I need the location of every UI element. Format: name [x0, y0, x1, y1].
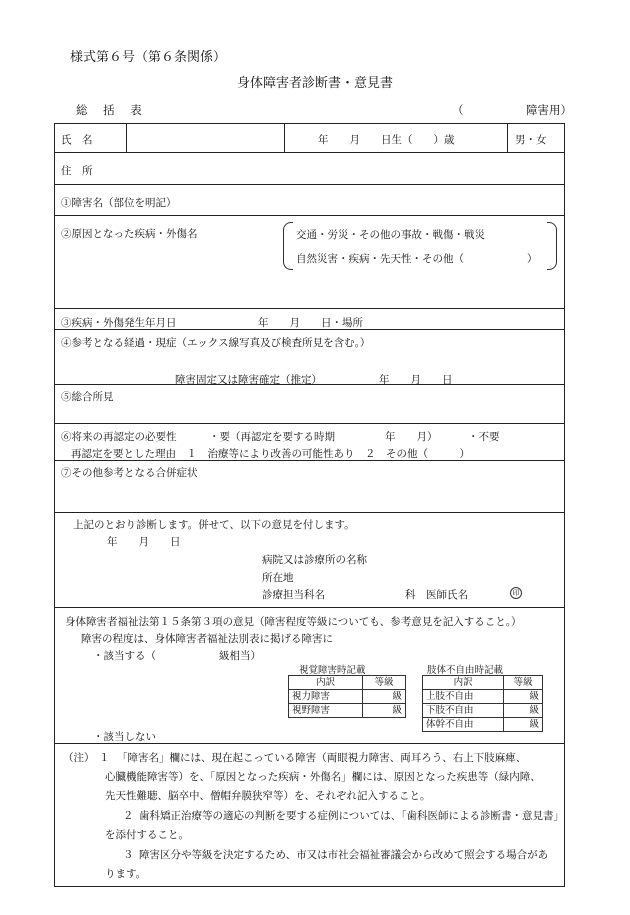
note-1-line1: 「障害名」欄には、現在起こっている障害（両眼視力障害、両耳ろう、右上下肢麻痺、	[117, 752, 527, 764]
disability-type-open-paren: （	[452, 103, 464, 117]
form-number: 様式第６号（第６条関係）	[70, 50, 227, 65]
reassessment-noneed-option: ・不要	[468, 431, 500, 443]
location-label: 所在地	[262, 572, 294, 584]
table-cell: 級	[363, 704, 406, 718]
other-symptoms-label: ⑦その他参考となる合併症状	[61, 467, 198, 479]
reassessment-reason: 再認定を要とした理由 １ 治療等により改善の可能性あり ２ その他（ ）	[71, 448, 470, 460]
document-title: 身体障害者診断書・意見書	[236, 76, 393, 91]
divider	[55, 215, 564, 216]
divider	[55, 743, 564, 744]
note-1-line2: 心臓機能障害等）を、「原因となった疾病・外傷名」欄には、原因となった疾患等（緑内障、	[105, 771, 541, 783]
disability-type-label: 障害用）	[526, 103, 572, 117]
table-row	[289, 704, 406, 718]
table-row	[423, 676, 543, 690]
limb-table	[422, 675, 543, 732]
table-row	[423, 704, 543, 718]
divider	[55, 460, 564, 461]
sex-label: 男・女	[515, 134, 547, 146]
name-label: 氏 名	[61, 134, 93, 146]
note-3-line1: 障害区分や等級を決定するため、市又は市社会福祉審議会から改めて照会する場合があ	[139, 849, 549, 861]
fixed-label: 障害固定又は障害確定（推定）	[175, 374, 322, 386]
cause-options-line1: 交通・労災・その他の事故・戦傷・戦災	[296, 229, 485, 241]
limb-table-caption: 肢体不自由時記載	[427, 665, 504, 676]
seal-icon: 印	[510, 587, 522, 599]
note-1-number: １	[99, 752, 110, 764]
table-cell: 上肢不自由	[423, 690, 504, 704]
table-cell: 視力障害	[289, 690, 363, 704]
table-cell: 級	[504, 718, 543, 732]
bracket-left	[283, 222, 293, 270]
overall-findings-label: ⑤総合所見	[61, 391, 114, 403]
address-label: 住 所	[61, 165, 93, 177]
diagnosis-date-field: 年 月 日	[107, 536, 181, 548]
reassessment-label: ⑥将来の再認定の必要性	[61, 431, 177, 443]
table-row	[289, 676, 406, 690]
table-row	[423, 690, 543, 704]
table-cell: 級	[363, 690, 406, 704]
divider	[55, 512, 564, 513]
history-label: ④参考となる経過・現症（エックス線写真及び検査所見を含む。）	[61, 337, 371, 349]
form-frame	[54, 123, 565, 887]
department-label: 診療担当科名	[262, 589, 325, 601]
divider	[55, 308, 564, 309]
disability-name-label: ①障害名（部位を明記）	[61, 197, 177, 209]
note-3-number: ３	[123, 849, 134, 861]
table-cell: 体幹不自由	[423, 718, 504, 732]
reassessment-date-field: 年 月）	[385, 431, 438, 443]
divider	[507, 124, 508, 152]
cause-label: ②原因となった疾病・外傷名	[61, 228, 198, 240]
note-2-line2: を添付すること。	[105, 829, 189, 841]
seal-mark	[510, 586, 522, 599]
not-applies-option: ・該当しない	[93, 731, 156, 743]
table-cell: 下肢不自由	[423, 704, 504, 718]
note-2-line1: 歯科矯正治療等の適応の判断を要する症例については、「歯科医師による診断書・意見書」	[139, 810, 565, 822]
table-header-cell: 等級	[363, 676, 406, 690]
fixed-date-field: 年 月 日	[379, 374, 453, 386]
divider	[126, 124, 127, 152]
notes-prefix: （注）	[63, 752, 95, 764]
table-row	[423, 718, 543, 732]
reassessment-need-option: ・要（再認定を要する時期	[209, 431, 335, 443]
divider	[55, 184, 564, 185]
applies-option: ・該当する（ 級相当）	[93, 650, 261, 662]
divider	[284, 124, 285, 152]
birth-date-label: 年 月 日生（ ）歳	[318, 134, 455, 146]
bracket-right	[547, 222, 557, 270]
table-header-cell: 内訳	[289, 676, 363, 690]
note-1-line3: 先天性難聴、脳卒中、僧帽弁膜狭窄等）を、それぞれ記入すること。	[105, 790, 431, 802]
diagnosis-statement: 上記のとおり診断します。併せて、以下の意見を付します。	[73, 519, 355, 531]
table-header-cell: 等級	[504, 676, 543, 690]
divider	[55, 152, 564, 153]
visual-table	[288, 675, 406, 718]
onset-date-label: ③疾病・外傷発生年月日	[61, 317, 177, 329]
note-3-line2: ります。	[105, 868, 147, 880]
divider	[55, 329, 564, 330]
table-cell: 級	[504, 704, 543, 718]
doctor-name-label: 科 医師氏名	[405, 589, 468, 601]
divider	[55, 423, 564, 424]
visual-table-caption: 視覚障害時記載	[299, 665, 366, 676]
table-cell: 視野障害	[289, 704, 363, 718]
summary-label: 総 括 表	[76, 103, 148, 117]
table-row	[289, 690, 406, 704]
table-cell: 級	[504, 690, 543, 704]
opinion-heading: 身体障害者福祉法第１５条第３項の意見（障害程度等級についても、参考意見を記入すること。）	[65, 616, 522, 628]
divider	[55, 607, 564, 608]
note-2-number: ２	[123, 810, 134, 822]
table-header-cell: 内訳	[423, 676, 504, 690]
divider	[55, 384, 564, 385]
cause-options-line2: 自然災害・疾病・先天性・その他（ ）	[296, 253, 538, 265]
hospital-name-label: 病院又は診療所の名称	[262, 554, 367, 566]
onset-date-field: 年 月 日・場所	[258, 317, 363, 329]
disability-degree-line: 障害の程度は、身体障害者福祉法別表に掲げる障害に	[81, 633, 333, 645]
